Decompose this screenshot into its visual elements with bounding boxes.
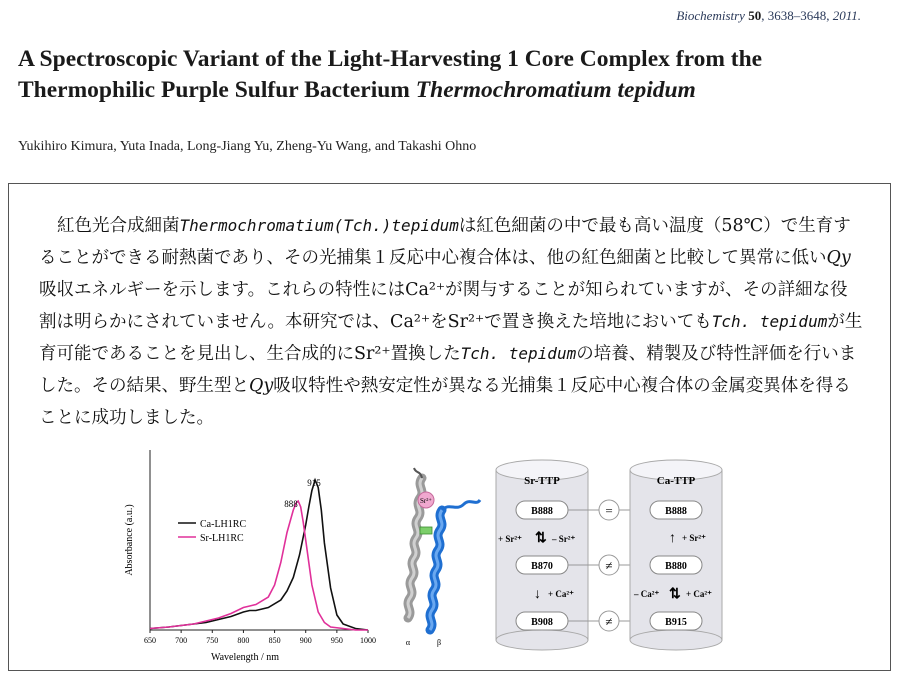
year: 2011. xyxy=(832,8,861,23)
x-tick-label: 1000 xyxy=(360,636,376,645)
ca-minus-ca-label: – Ca²⁺ xyxy=(634,589,660,599)
beta-terminal-loop xyxy=(442,500,480,510)
volume: 50 xyxy=(748,8,762,23)
pages: , 3638–3648, xyxy=(761,8,833,23)
abstract-segment: は紅色細菌の中で最も高い温度（58℃）で生育することができる耐熱菌であり、その光捕集１反応中心複合体は、他の紅色細菌と比較して異常に低い xyxy=(39,216,851,268)
abstract-segment: の培養、精製及び特性評価を行いました。その結果、野生型と xyxy=(39,344,857,396)
ca-plus-ca-label: + Ca²⁺ xyxy=(686,589,712,599)
species-name: Thermochromatium(Tch.)tepidum xyxy=(179,216,459,235)
legend-label-ca: Ca-LH1RC xyxy=(200,519,247,530)
sr-ion-label: Sr²⁺ xyxy=(419,497,433,505)
absorbance-chart xyxy=(124,450,376,663)
abstract-segment: が生育可能であることを見出し、生合成的にSr²⁺置換した xyxy=(39,312,863,364)
citation xyxy=(676,8,861,24)
ca-ttp-panel xyxy=(630,460,722,650)
sr-minus-sr-label: – Sr²⁺ xyxy=(552,534,576,544)
qy-label: Qy xyxy=(826,248,851,268)
relation-not-equal: ≠ xyxy=(605,614,613,629)
x-tick-label: 650 xyxy=(144,636,156,645)
x-tick-label: 800 xyxy=(237,636,250,645)
abstract-segment: 吸収特性や熱安定性が異なる光捕集１反応中心複合体の金属変異体を得ることに成功しました。 xyxy=(39,376,851,428)
paper-title xyxy=(18,44,888,106)
chart-legend xyxy=(178,519,246,544)
abstract-text xyxy=(39,210,864,434)
x-tick-label: 850 xyxy=(268,636,281,645)
abstract-segment: 吸収エネルギーを示します。これらの特性にはCa²⁺が関与することが知られていますが、その詳細な役割は明らかにされていません。本研究では、Ca²⁺をSr²⁺で置き換えた培地においても xyxy=(39,280,848,332)
sr-panel-title: Sr-TTP xyxy=(524,475,560,487)
journal-name: Biochemistry xyxy=(676,8,745,23)
ca-b915-label: B915 xyxy=(665,617,687,628)
title-species: Thermochromatium tepidum xyxy=(415,77,696,103)
up-down-arrow-icon: ⇅ xyxy=(535,531,547,546)
ca-plus-sr-label: + Sr²⁺ xyxy=(682,533,706,543)
legend-label-sr: Sr-LH1RC xyxy=(200,533,244,544)
abstract-figure xyxy=(120,440,760,665)
ttp-scheme xyxy=(496,460,722,650)
ca-panel-title: Ca-TTP xyxy=(656,475,696,487)
series-line-ca-lh1rc xyxy=(150,480,368,630)
down-arrow-icon: ↓ xyxy=(534,587,541,602)
ca-panel-bottom xyxy=(630,630,722,650)
sr-panel-bottom xyxy=(496,630,588,650)
alpha-label: α xyxy=(405,638,411,647)
x-tick-label: 700 xyxy=(175,636,188,645)
x-ticks xyxy=(144,630,376,645)
sr-b870-label: B870 xyxy=(531,561,553,572)
up-down-arrow-icon: ⇅ xyxy=(669,587,681,602)
sr-b908-label: B908 xyxy=(531,617,553,628)
sr-plus-ca-label: + Ca²⁺ xyxy=(548,589,574,599)
abstract-segment: 紅色光合成細菌 xyxy=(57,216,180,236)
x-tick-label: 750 xyxy=(206,636,219,645)
ca-b880-label: B880 xyxy=(665,561,687,572)
up-arrow-icon: ↑ xyxy=(669,531,676,546)
sr-plus-sr-label: + Sr²⁺ xyxy=(498,534,522,544)
x-tick-label: 950 xyxy=(330,636,343,645)
species-name: Tch. tepidum xyxy=(711,312,828,331)
author-list: Yukihiro Kimura, Yuta Inada, Long-Jiang Yu, Zheng-Yu Wang, and Takashi Ohno xyxy=(18,139,477,154)
lh1-protein-illustration xyxy=(406,468,480,647)
peak-label-888: 888 xyxy=(284,499,298,509)
y-axis-label: Absorbance (a.u.) xyxy=(124,504,135,576)
peak-label-915: 915 xyxy=(307,478,321,488)
beta-label: β xyxy=(436,638,442,647)
title-main: A Spectroscopic Variant of the Light-Harvesting 1 Core Complex from the Thermophilic Purple Sulfur Bacterium xyxy=(18,46,763,103)
sr-b888-label: B888 xyxy=(531,506,553,517)
x-axis-label: Wavelength / nm xyxy=(210,652,280,663)
figure-svg xyxy=(120,440,760,665)
bchl-pigment xyxy=(420,527,432,534)
ca-b888-label: B888 xyxy=(665,506,687,517)
relation-equal: = xyxy=(605,503,613,518)
qy-label: Qy xyxy=(249,376,274,396)
species-name: Tch. tepidum xyxy=(460,344,577,363)
relation-not-equal: ≠ xyxy=(605,558,613,573)
x-tick-label: 900 xyxy=(299,636,312,645)
